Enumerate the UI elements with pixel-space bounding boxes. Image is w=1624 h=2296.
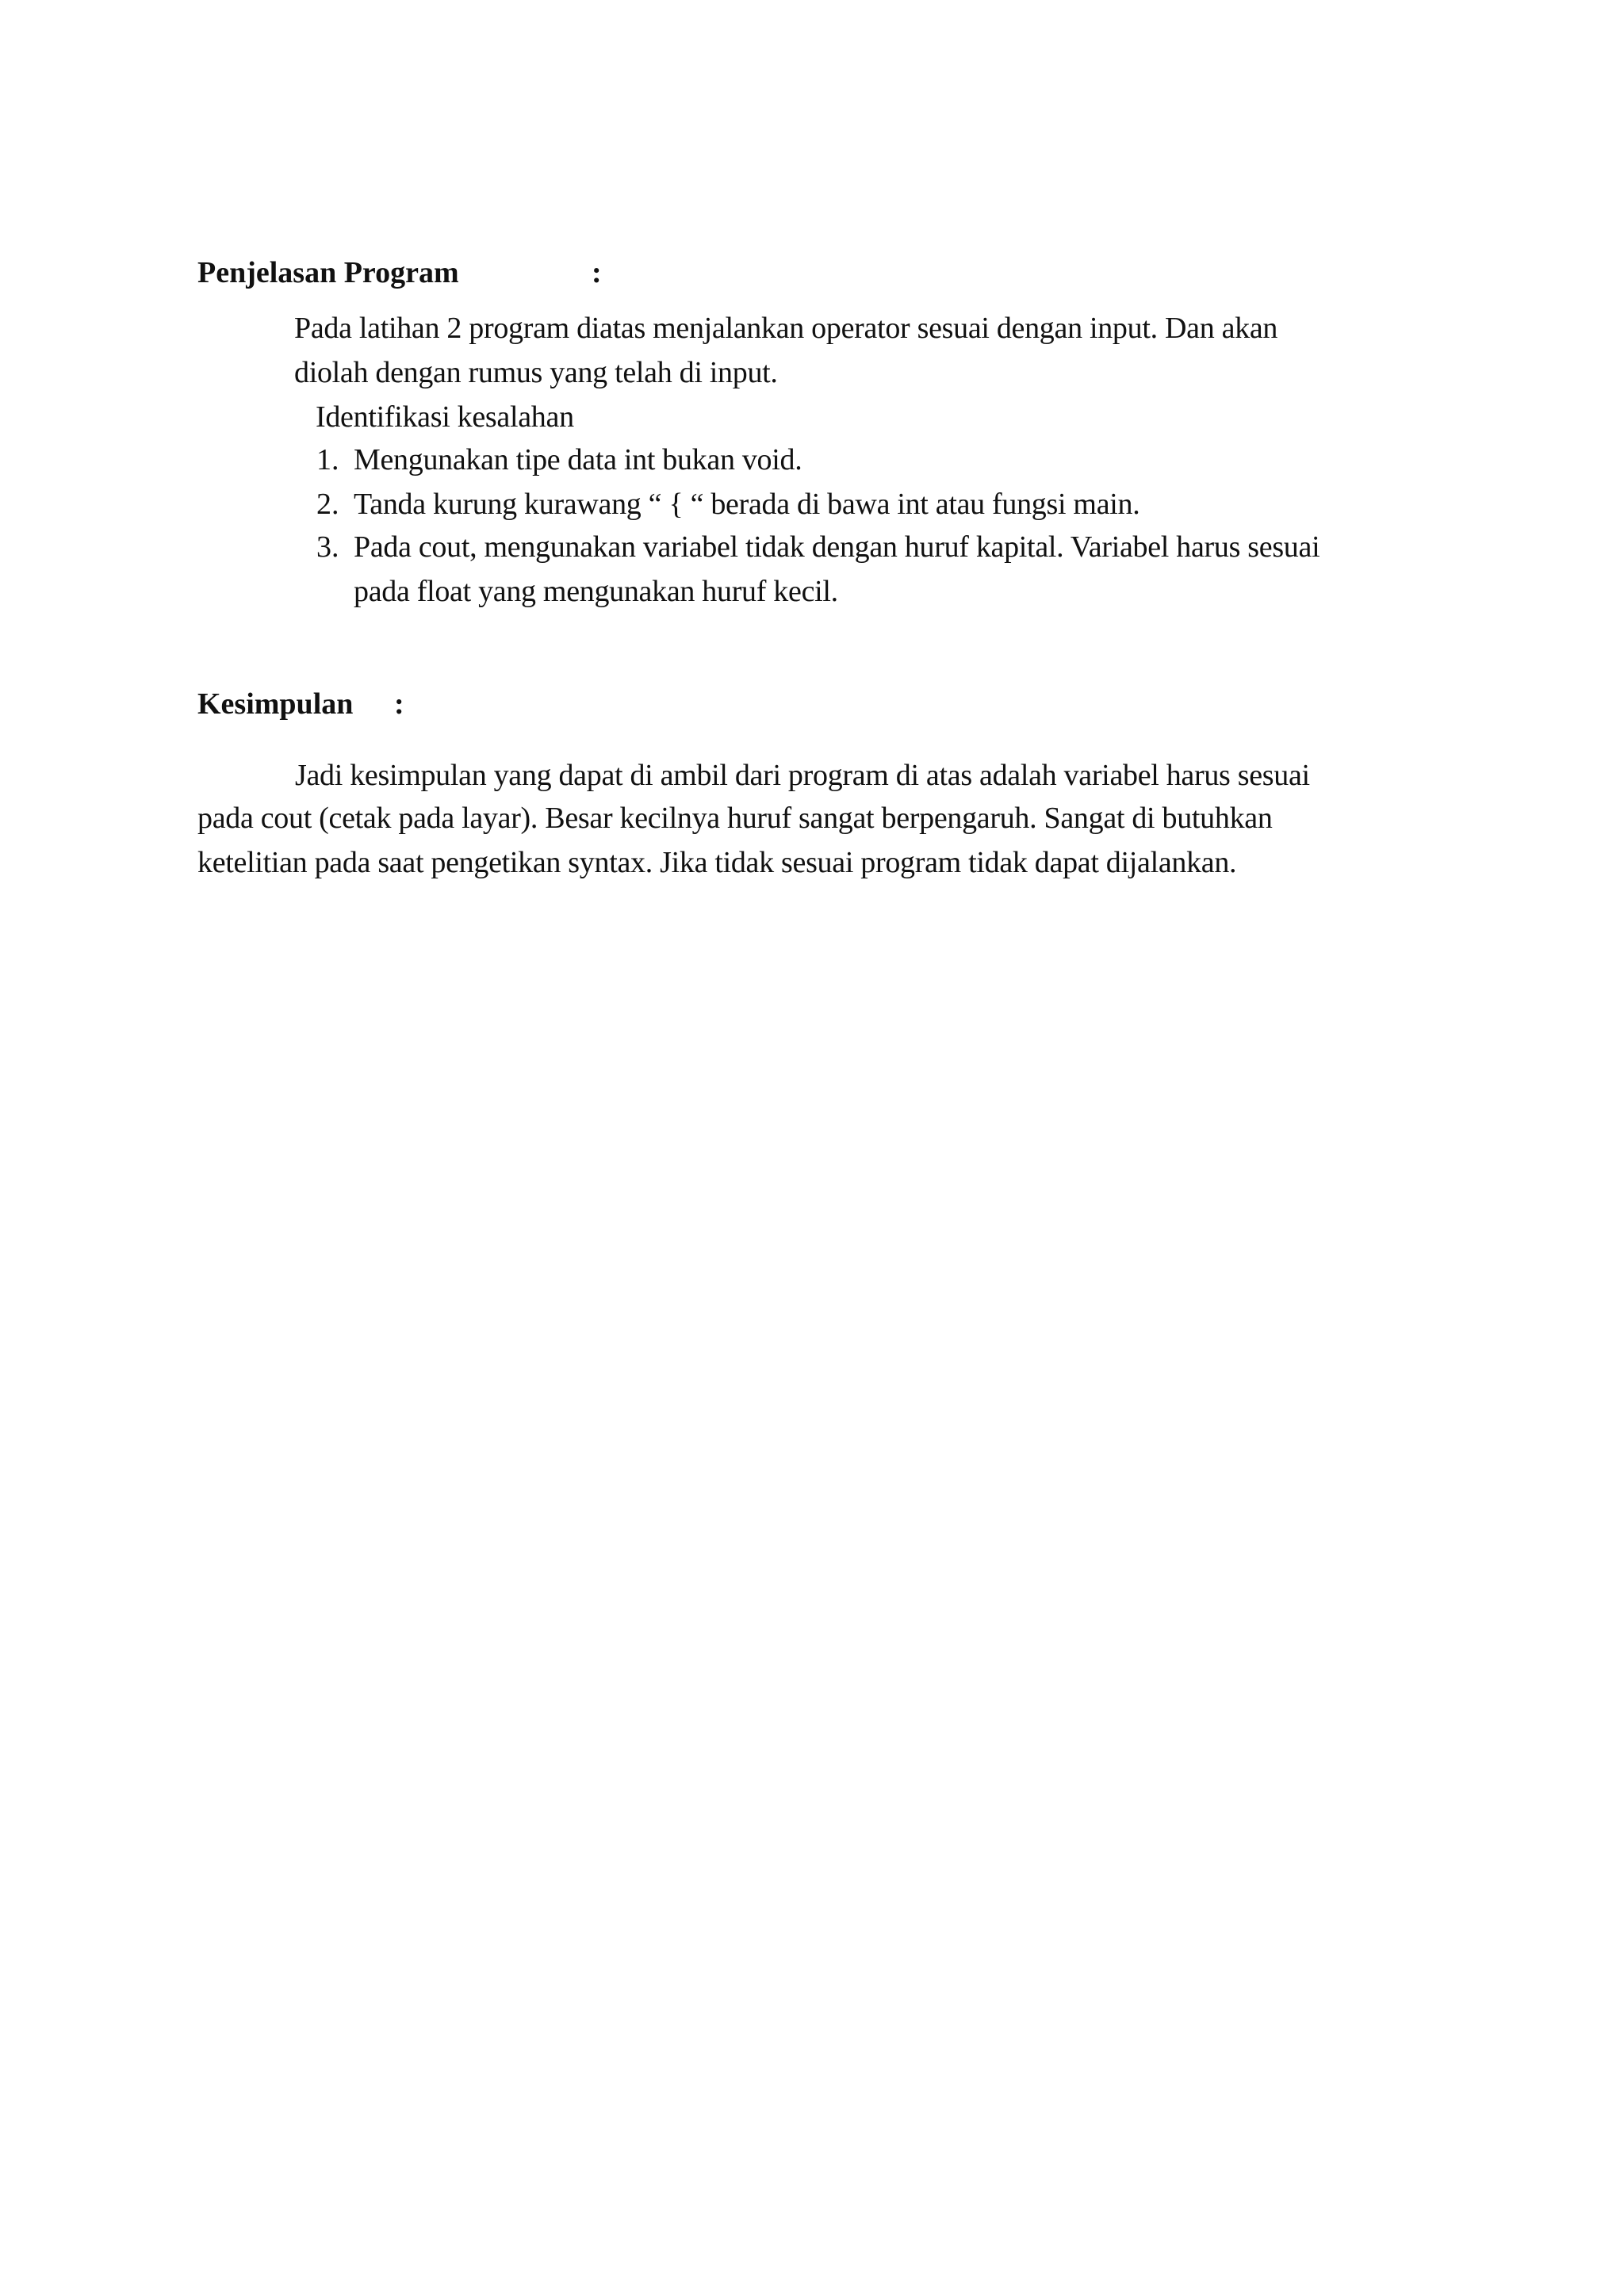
conclusion-line: ketelitian pada saat pengetikan syntax. Jika tidak sesuai program tidak dapat dijalankan. <box>197 846 1237 879</box>
list-item-text: Mengunakan tipe data int bukan void. <box>354 443 802 476</box>
section-heading-colon: : <box>394 687 404 721</box>
list-item-text: Pada cout, mengunakan variabel tidak dengan huruf kapital. Variabel harus sesuai <box>354 530 1320 564</box>
conclusion-line: pada cout (cetak pada layar). Besar kecilnya huruf sangat berpengaruh. Sangat di butuhkan <box>197 802 1273 835</box>
list-number: 3. <box>316 530 339 564</box>
section-heading-penjelasan-program: Penjelasan Program <box>197 256 459 289</box>
list-number: 1. <box>316 443 339 476</box>
list-item-text: Tanda kurung kurawang “ { “ berada di bawa int atau fungsi main. <box>354 488 1140 521</box>
list-number: 2. <box>316 488 339 521</box>
conclusion-line: Jadi kesimpulan yang dapat di ambil dari program di atas adalah variabel harus sesuai <box>295 759 1310 792</box>
paragraph-line: Pada latihan 2 program diatas menjalankan operator sesuai dengan input. Dan akan <box>294 312 1278 345</box>
list-item-text-continued: pada float yang mengunakan huruf kecil. <box>354 575 838 608</box>
subheading-identifikasi: Identifikasi kesalahan <box>316 400 574 434</box>
paragraph-line: diolah dengan rumus yang telah di input. <box>294 356 778 389</box>
section-heading-colon: : <box>592 256 602 289</box>
section-heading-kesimpulan: Kesimpulan <box>197 687 354 721</box>
